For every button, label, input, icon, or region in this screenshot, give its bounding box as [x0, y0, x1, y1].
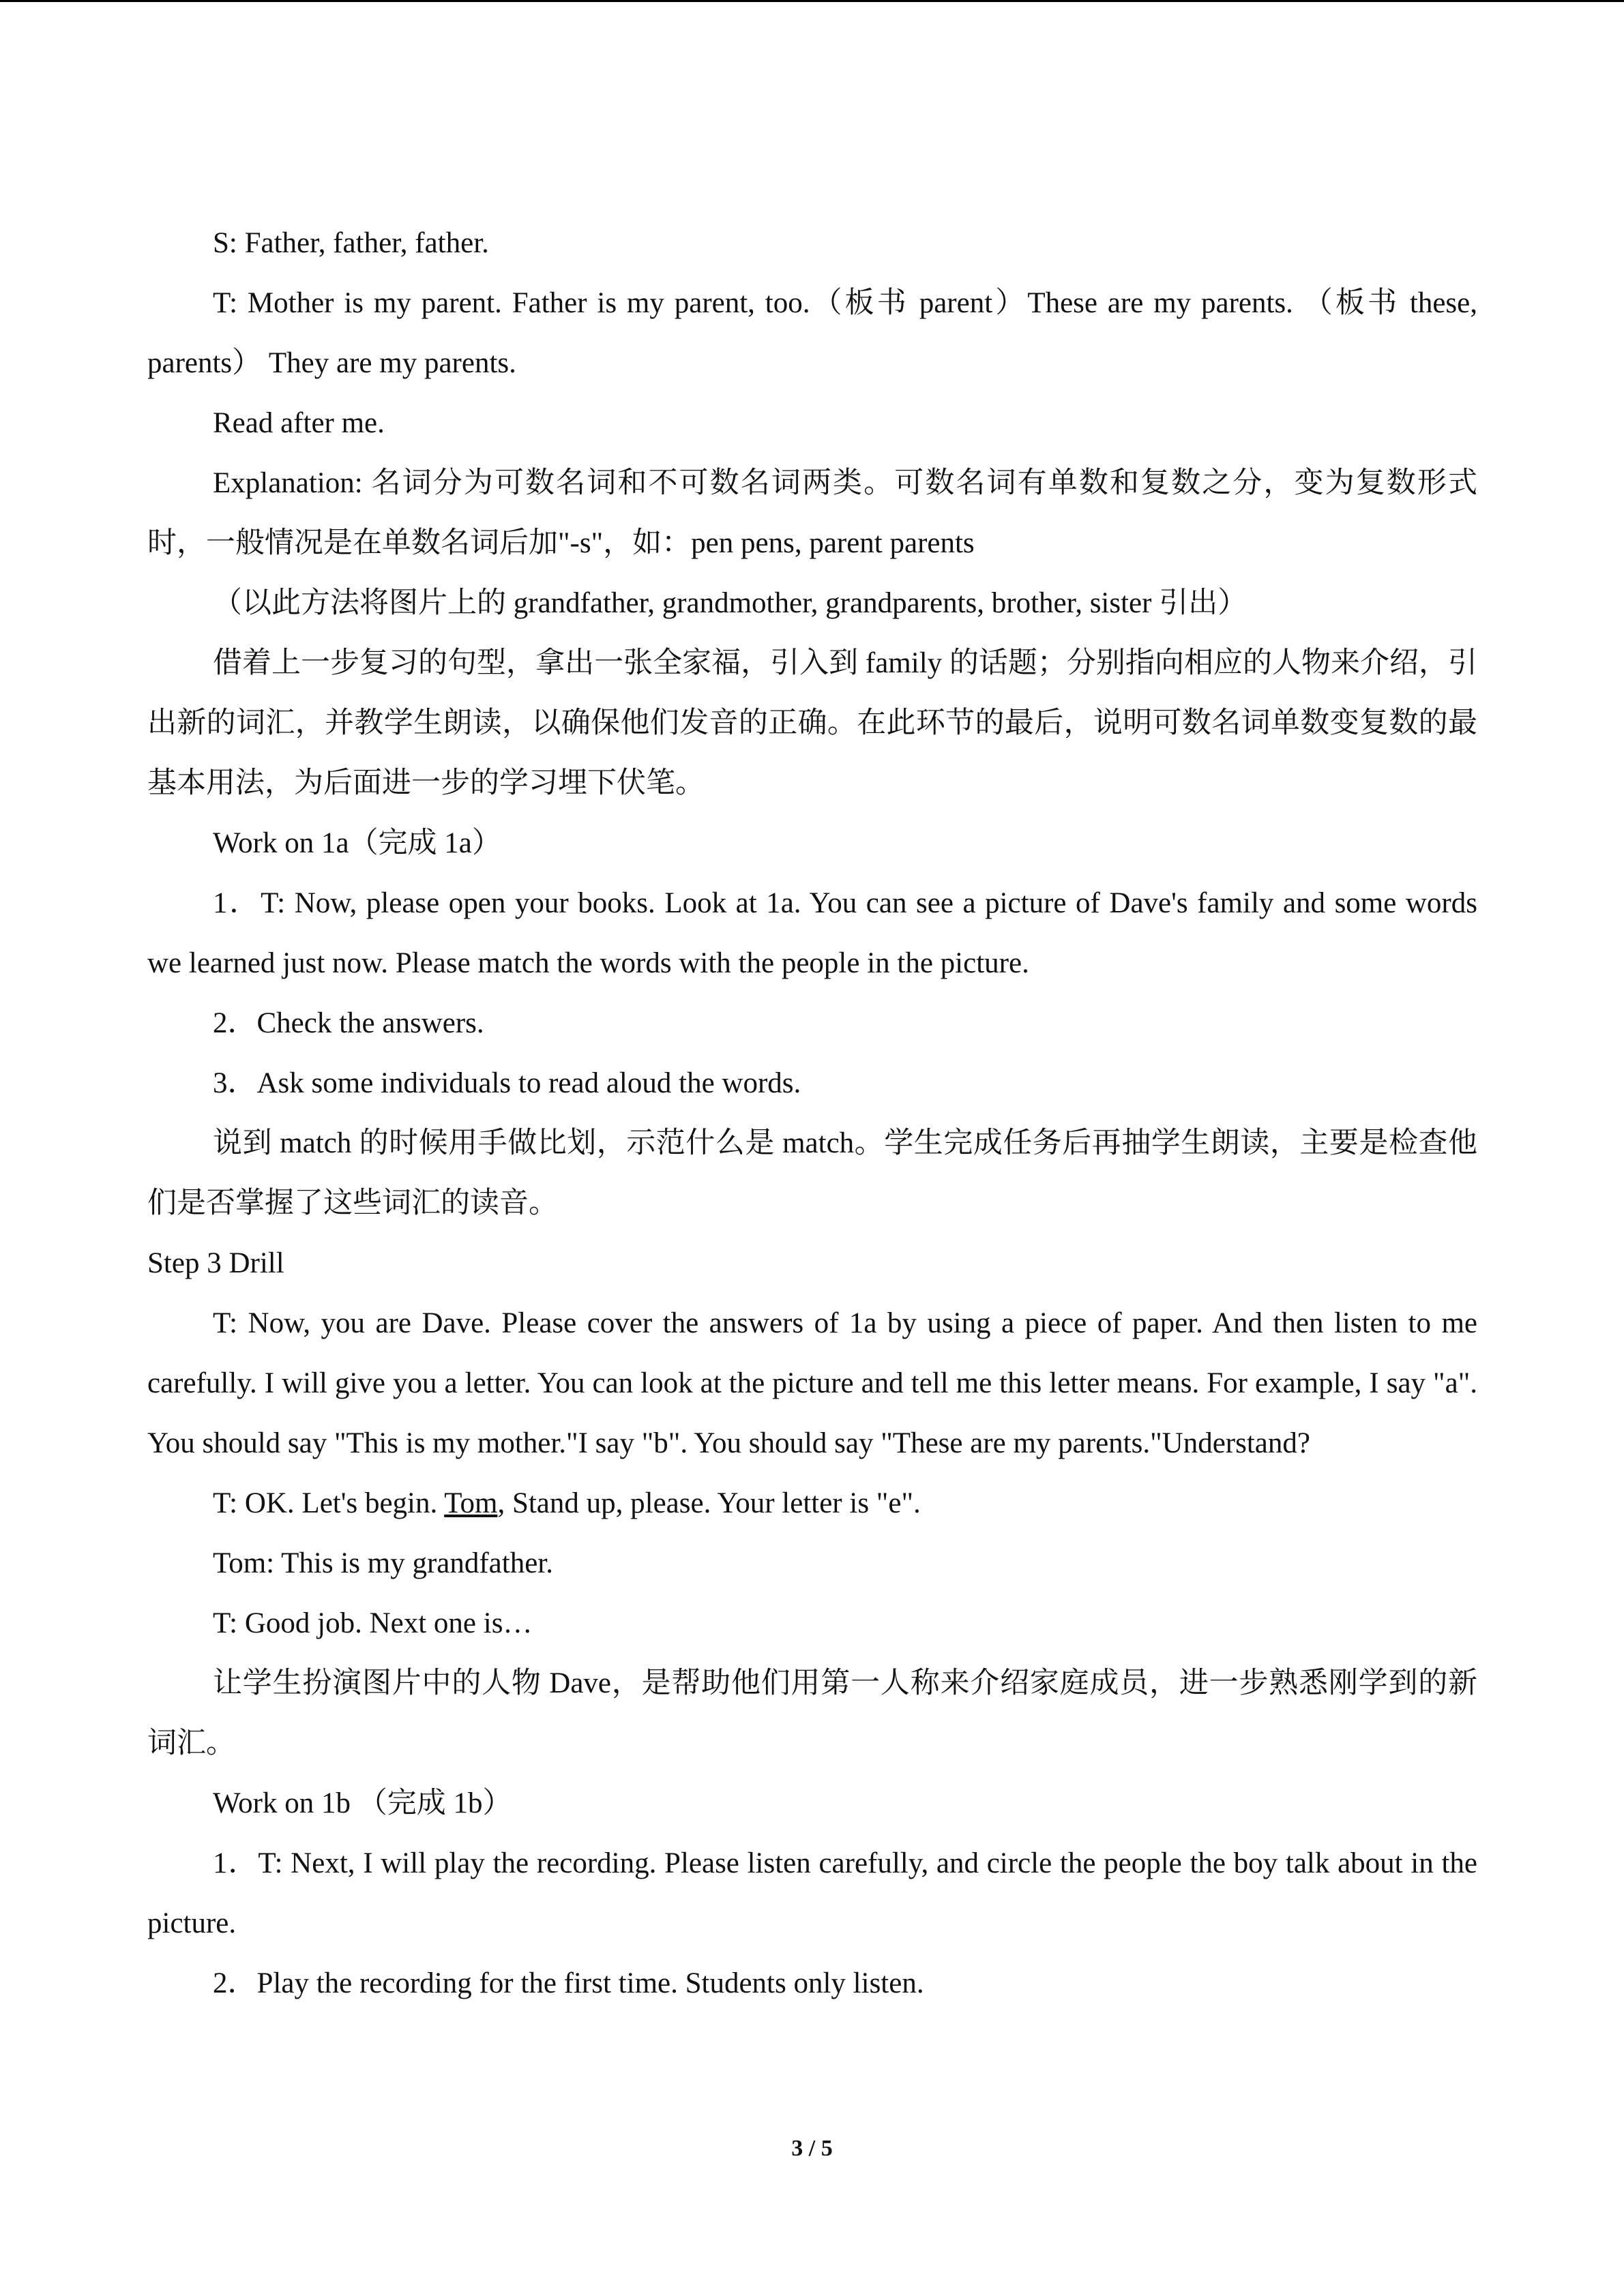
section-heading-1b: Work on 1b （完成 1b）	[213, 1787, 512, 1819]
underlined-student-name: Tom	[444, 1487, 498, 1519]
paragraph-dialogue: Tom: This is my grandfather.	[213, 1547, 553, 1579]
dialogue-text: T: OK. Let's begin.	[213, 1487, 445, 1519]
list-item: 3．Ask some individuals to read aloud the words.	[213, 1067, 801, 1099]
page-number: 3 / 5	[791, 2136, 833, 2161]
list-item: 1．T: Next, I will play the recording. Please listen carefully, and circle the people the boy talk about in the picture.	[147, 1847, 1477, 1939]
paragraph-dialogue: T: Mother is my parent. Father is my parent, too.（板书 parent）These are my parents. （板书 these, parents） They are my parents.	[147, 287, 1477, 379]
section-heading-1a: Work on 1a（完成 1a）	[213, 827, 501, 859]
step-heading: Step 3 Drill	[147, 1247, 284, 1279]
paragraph-teaching-note: 让学生扮演图片中的人物 Dave，是帮助他们用第一人称来介绍家庭成员，进一步熟悉刚学到的新词汇。	[147, 1667, 1477, 1759]
paragraph-note: （以此方法将图片上的 grandfather, grandmother, grandparents, brother, sister 引出）	[213, 587, 1247, 619]
list-item: 2．Play the recording for the first time. Students only listen.	[213, 1967, 924, 1999]
paragraph-explanation: Explanation: 名词分为可数名词和不可数名词两类。可数名词有单数和复数之分，变为复数形式时，一般情况是在单数名词后加"-s"，如：pen pens, parent parents	[147, 467, 1477, 559]
paragraph-dialogue: S: Father, father, father.	[213, 227, 489, 259]
list-item: 2．Check the answers.	[213, 1007, 484, 1039]
paragraph-instruction: Read after me.	[213, 407, 385, 439]
paragraph-teaching-note: 借着上一步复习的句型，拿出一张全家福，引入到 family 的话题；分别指向相应的人物来介绍，引出新的词汇，并教学生朗读，以确保他们发音的正确。在此环节的最后，说明可数名词单数变复数的最基本用法，为后面进一步的学习埋下伏笔。	[147, 647, 1477, 799]
dialogue-text: , Stand up, please. Your letter is "e".	[497, 1487, 921, 1519]
paragraph-dialogue: T: Good job. Next one is…	[213, 1607, 533, 1639]
paragraph-dialogue	[147, 1474, 1477, 1534]
document-body	[147, 213, 1477, 2014]
paragraph-dialogue: T: Now, you are Dave. Please cover the answers of 1a by using a piece of paper. And then listen to me carefully. I will give you a letter. You can look at the picture and tell me this letter means. For example, I say "a". You should say "This is my mother."I say "b". You should say "These are my parents."Understand?	[147, 1307, 1477, 1459]
list-item: 1．T: Now, please open your books. Look at 1a. You can see a picture of Dave's family and some words we learned just now. Please match the words with the people in the picture.	[147, 887, 1477, 979]
paragraph-teaching-note: 说到 match 的时候用手做比划，示范什么是 match。学生完成任务后再抽学生朗读，主要是检查他们是否掌握了这些词汇的读音。	[147, 1127, 1477, 1219]
